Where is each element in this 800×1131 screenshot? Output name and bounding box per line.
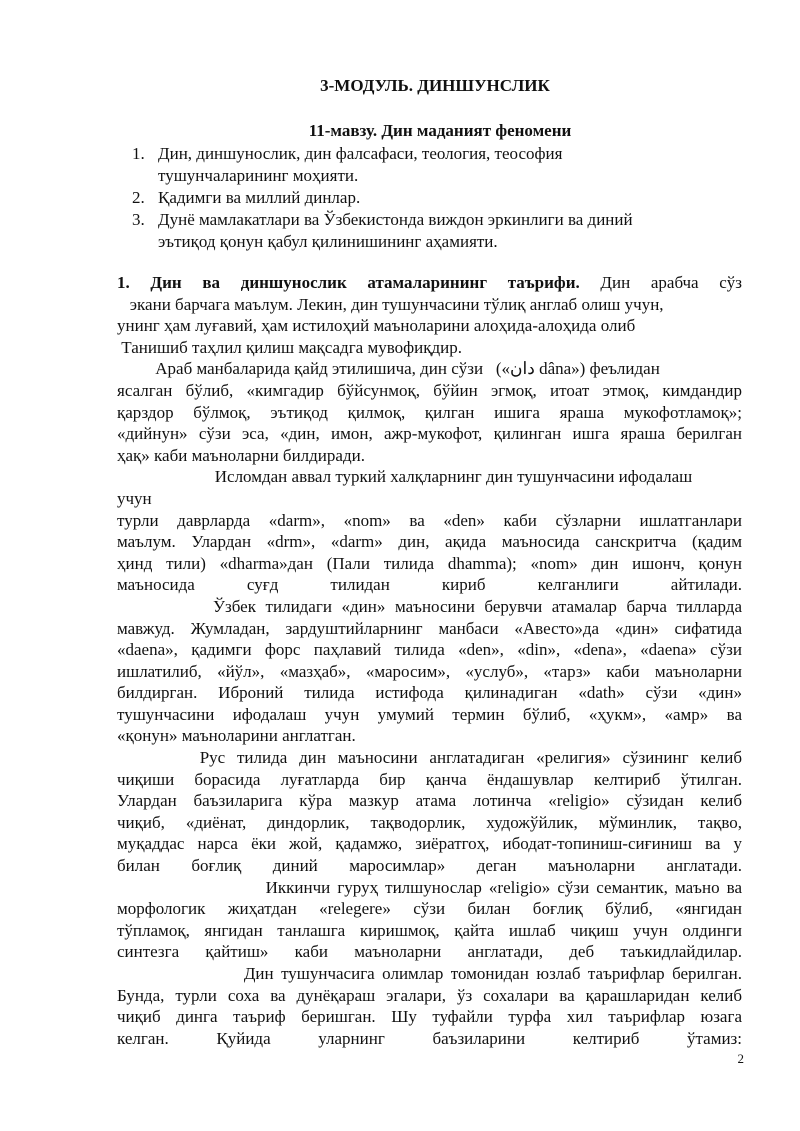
body-text	[117, 272, 742, 1049]
text-line: муқаддас нарса ёки жой, қадамжо, зиёратгоҳ, ибодат-топиниш-сиғиниш ва у	[117, 834, 742, 854]
contents-item-text: Қадимги ва миллий динлар.	[158, 188, 361, 207]
text-line: билдирган. Иброний тилида истифода қилинадиган «dath» сўзи «дин»	[117, 683, 742, 703]
text-line: учун	[117, 488, 152, 508]
contents-item-text: Дин, диншунослик, дин фалсафаси, теология, теософия тушунчаларининг моҳияти.	[158, 144, 563, 185]
text-line: Улардан баъзиларига кўра мазкур атама лотинча «religio» сўзидан келиб	[117, 791, 742, 811]
text-line: мавжуд. Жумладан, зардуштийларнинг манбаси «Авесто»да «дин» сифатида	[117, 618, 742, 638]
contents-item-text: Дунё мамлакатлари ва Ўзбекистонда виждон эркинлиги ва диний эътиқод қонун қабул қилинишининг аҳамияти.	[158, 210, 633, 251]
section-heading: 1. Дин ва диншунослик атамаларининг таърифи.	[117, 273, 580, 292]
text-line: маълум. Улардан «drm», «darm» дин, ақида маъносида санскритча (қадим	[117, 532, 742, 552]
topic-contents-list	[132, 143, 732, 253]
contents-item-number: 2.	[132, 188, 145, 207]
text-line: Ўзбек тилидаги «дин» маъносини берувчи атамалар барча тилларда	[117, 596, 742, 616]
text-line: унинг ҳам луғавий, ҳам истилоҳий маъноларини алоҳида-алоҳида олиб	[117, 316, 636, 336]
text-line: Рус тилида дин маъносини англатадиган «религия» сўзининг келиб	[117, 748, 742, 768]
text-line: Иккинчи гуруҳ тилшунослар «religio» сўзи семантик, маъно ва	[117, 877, 742, 897]
text-line: синтезга қайтиш» каби маъноларни англатади, деб таъкидлайдилар.	[117, 942, 742, 962]
contents-item	[132, 187, 732, 209]
contents-item-number: 3.	[132, 210, 145, 229]
contents-item	[132, 209, 732, 253]
text-line: «қонун» маъноларини англатган.	[117, 726, 356, 746]
module-title: 3-МОДУЛЬ. ДИНШУНСЛИК	[320, 76, 550, 95]
text-line: Араб манбаларида қайд этилишича, дин сўзи («دان dâna») феълидан	[117, 359, 660, 379]
text-line: Бунда, турли соха ва дунёқараш эгалари, ўз сохалари ва қарашларидан келиб	[117, 985, 742, 1005]
text-line: Танишиб таҳлил қилиш мақсадга мувофиқдир.	[117, 337, 463, 357]
text-line: чиқиши борасида луғатларда бир қанча ёндашувлар келтириб ўтилган.	[117, 769, 742, 789]
text-line: чиқиб, «диёнат, диндорлик, тақводорлик, художўйлик, мўминлик, тақво,	[117, 812, 742, 832]
text-line: тўпламоқ, янгидан танлашга киришмоқ, қайта ишлаб чиқиш учун олдинги	[117, 920, 742, 940]
page-number: 2	[737, 1051, 744, 1066]
text-line: Исломдан аввал туркий халқларнинг дин тушунчасини ифодалаш	[117, 467, 693, 487]
text-line: «дийнун» сўзи эса, «дин, имон, ажр-мукофот, қилинган ишга яраша берилган	[117, 424, 742, 444]
text-line: келган. Қуйида уларнинг баъзиларини келтириб ўтамиз:	[117, 1028, 742, 1048]
text-line: турли даврларда «darm», «nom» ва «den» каби сўзларни ишлатганлари	[117, 510, 742, 530]
text-line: билан боғлиқ диний маросимлар» деган маъноларни англатади.	[117, 856, 742, 876]
text-line: 1. Дин ва диншунослик атамаларининг таърифи. Дин арабча сўз	[117, 273, 742, 292]
text-line: тушунчасини ифодалаш учун умумий термин бўлиб, «ҳукм», «амр» ва	[117, 704, 742, 724]
text-line: маъносида суғд тилидан кириб келганлиги айтилади.	[117, 575, 742, 595]
text-line: чиқиб динга таъриф беришган. Шу туфайли турфа хил таърифлар юзага	[117, 1007, 742, 1027]
text-line: ясалган бўлиб, «кимгадир бўйсунмоқ, бўйин эгмоқ, итоат этмоқ, кимдандир	[117, 380, 742, 400]
text-line: «daena», қадимги форс паҳлавий тилида «den», «din», «dena», «daena» сўзи	[117, 640, 742, 660]
text-line: ҳақ» каби маъноларни билдиради.	[117, 445, 365, 465]
text-line: ҳинд тили) «dharma»дан (Пали тилида dhamma); «nom» дин ишонч, қонун	[117, 553, 742, 573]
topic-title: 11-мавзу. Дин маданият феномени	[308, 121, 572, 140]
contents-item	[132, 143, 732, 187]
text-line: морфологик жиҳатдан «relegere» сўзи билан боғлиқ бўлиб, «янгидан	[117, 899, 742, 919]
text-line: қарздор бўлмоқ, эътиқод қилмоқ, қилган ишига яраша мукофотламоқ»;	[117, 402, 742, 422]
contents-item-number: 1.	[132, 144, 145, 163]
text-line: ишлатилиб, «йўл», «мазҳаб», «маросим», «услуб», «тарз» каби маъноларни	[117, 661, 742, 681]
text-line: экани барчага маълум. Лекин, дин тушунчасини тўлиқ англаб олиш учун,	[117, 294, 664, 314]
text-line: Дин тушунчасига олимлар томонидан юзлаб таърифлар берилган.	[117, 964, 742, 983]
